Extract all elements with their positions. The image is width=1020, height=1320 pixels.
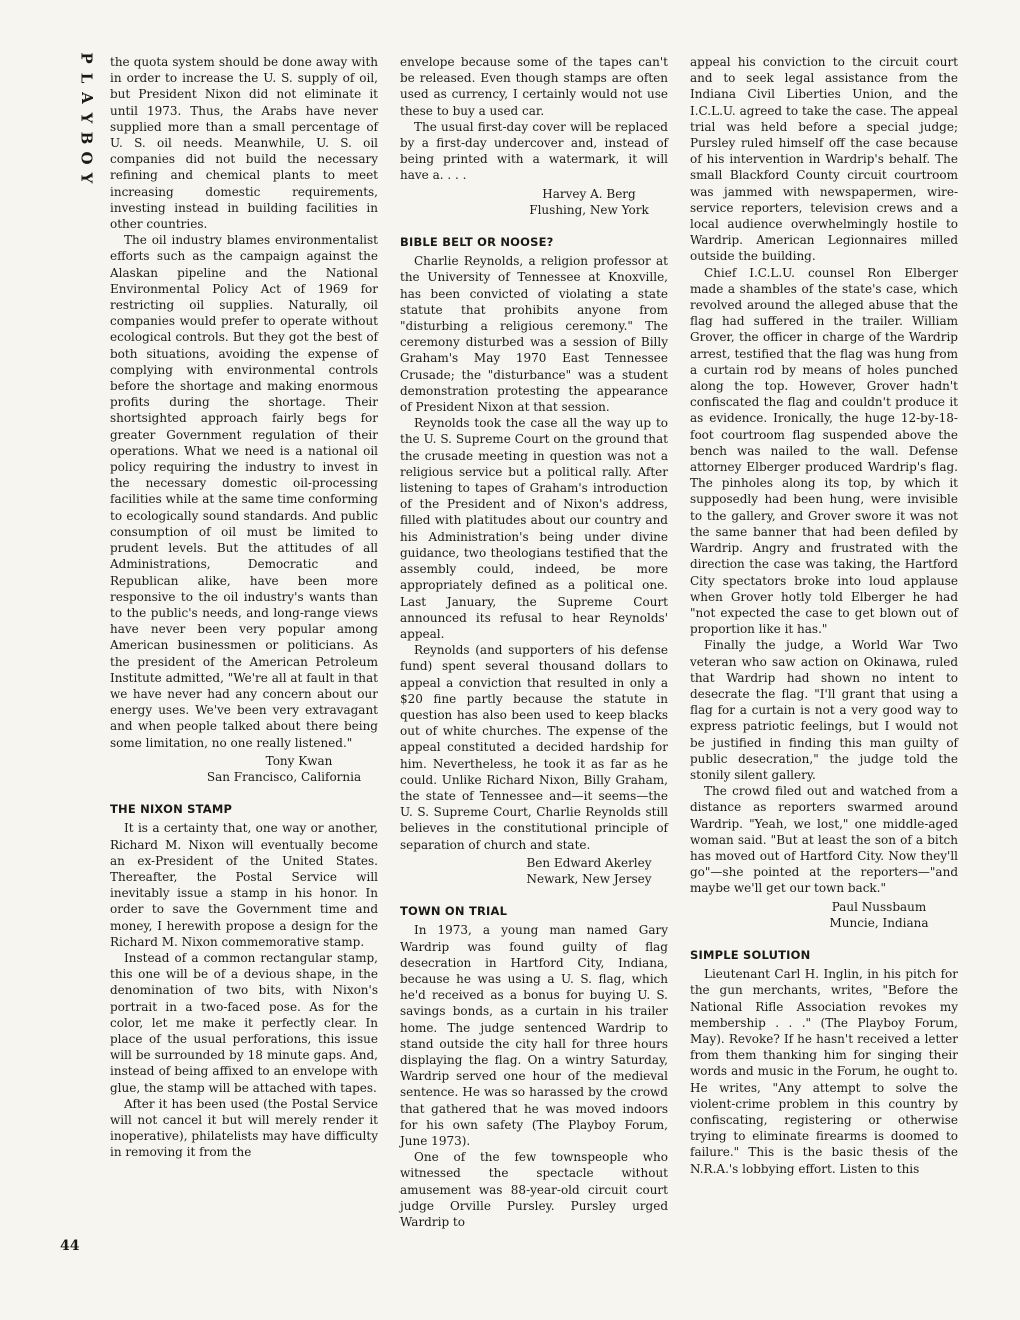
masthead-letter: B [77,131,96,145]
magazine-masthead [77,48,96,188]
signature-location: San Francisco, California [206,769,362,784]
letter-signature [400,855,668,887]
column-2 [400,54,668,1230]
letter-signature [110,753,378,785]
paragraph: The usual first-day cover will be replaced by a first-day undercover and, instead of being printed with a watermark, it will have a. . . . [400,119,668,183]
paragraph: Reynolds (and supporters of his defense fund) spent several thousand dollars to appeal a conviction that resulted in only a $20 fine partly because the statute in question has also been used to keep blacks out of white churches. The expense of the appeal constituted a decided hardship for him. Nevertheless, he took it as far as he could. Unlike Richard Nixon, Billy Graham, the state of Tennessee and—it seems—the U. S. Supreme Court, Charlie Reynolds still believes in the constitutional principle of separation of church and state. [400,643,668,852]
masthead-letter: A [77,92,96,104]
section-heading: TOWN ON TRIAL [400,904,508,919]
masthead-letter: Y [77,172,96,184]
signature-name: Ben Edward Akerley [526,855,652,870]
page-number: 44 [60,1238,80,1254]
paragraph: In 1973, a young man named Gary Wardrip was found guilty of flag desecration in Hartford City, Indiana, because he was using a U. S. flag, which he'd received as a bonus for buying U. S. savings bonds, as a curtain in his trailer home. The judge sentenced Wardrip to stand outside the city hall for three hours displaying the flag. On a wintry Saturday, Wardrip served one hour of the medieval sentence. He was so harassed by the crowd that gathered that he was moved indoors for his own safety (The Playboy Forum, June 1973). [400,923,668,1148]
paragraph: After it has been used (the Postal Service will not cancel it but will merely render it inoperative), philatelists may have difficulty in removing it from the [110,1096,378,1160]
paragraph: Reynolds took the case all the way up to the U. S. Supreme Court on the ground that the crusade meeting in question was not a religious service but a political rally. After listening to tapes of Graham's introduction of the President and of Nixon's address, filled with platitudes about our country and his Administration's being under divine guidance, two theologians testified that the assembly could, indeed, be more appropriately defined as a political one. Last January, the Supreme Court announced its refusal to hear Reynolds' appeal. [400,416,668,641]
paragraph: appeal his conviction to the circuit court and to seek legal assistance from the Indiana Civil Liberties Union, and the I.C.L.U. agreed to take the case. The appeal trial was held before a special judge; Pursley ruled himself off the case because of his intervention in Wardrip's behalf. The small Blackford County circuit courtroom was jammed with newspapermen, wire-service reporters, television crews and a local audience overwhelmingly hostile to Wardrip. American Legionnaires milled outside the building. [690,55,958,264]
paragraph: The crowd filed out and watched from a distance as reporters swarmed around Wardrip. "Yeah, we lost," one middle-aged woman said. "But at least the son of a bitch has moved out of Hartford City. Now they'll go"—she pointed at the reporters—"and maybe we'll get our town back." [690,784,958,896]
signature-name: Tony Kwan [265,753,333,768]
column-3 [690,54,958,1177]
section-heading: BIBLE BELT OR NOOSE? [400,235,554,250]
masthead-letter: L [77,72,96,84]
paragraph: Lieutenant Carl H. Inglin, in his pitch for the gun merchants, writes, "Before the National Rifle Association revokes my membership . . ." (The Playboy Forum, May). Revoke? If he hasn't received a letter from them thanking him for singing their words and music in the Forum, he ought to. He writes, "Any attempt to solve the violent-crime problem in this country by confiscating, registering or otherwise trying to eliminate firearms is doomed to failure." This is the basic thesis of the N.R.A.'s lobbying effort. Listen to this [690,967,958,1176]
letter-signature [690,899,958,931]
paragraph: One of the few townspeople who witnessed the spectacle without amusement was 88-year-old circuit court judge Orville Pursley. Pursley urged Wardrip to [400,1150,668,1230]
signature-location: Flushing, New York [529,202,649,217]
paragraph: Chief I.C.L.U. counsel Ron Elberger made a shambles of the state's case, which revolved around the alleged abuse that the flag had suffered in the trailer. William Grover, the officer in charge of the Wardrip arrest, testified that the flag was hung from a curtain rod by means of holes punched along the top. However, Grover hadn't confiscated the flag and couldn't produce it as evidence. Ironically, the huge 12-by-18-foot courtroom flag suspended above the bench was nailed to the wall. Defense attorney Elberger produced Wardrip's flag. The pinholes along its top, by which it supposedly had been hung, were invisible to the gallery, and Grover swore it was not the same banner that had been defiled by Wardrip. Angry and frustrated with the direction the case was taking, the Hartford City spectators broke into loud applause when Grover hotly told Elberger he had "not expected the case to get blown out of proportion like it has." [690,265,958,637]
signature-name: Paul Nussbaum [831,899,927,914]
letter-signature [400,186,668,218]
section-heading: SIMPLE SOLUTION [690,947,811,962]
masthead-letter: Y [77,112,96,124]
signature-location: Muncie, Indiana [829,915,929,930]
paragraph: Instead of a common rectangular stamp, this one will be of a devious shape, in the denomination of two bits, with Nixon's portrait in a two-faced pose. As for the color, let me make it perfectly clear. In place of the usual perforations, this issue will be surrounded by 18 minute gaps. And, instead of being affixed to an envelope with glue, the stamp will be attached with tapes. [110,950,378,1095]
masthead-letter: O [77,151,96,165]
paragraph: the quota system should be done away with in order to increase the U. S. supply of oil, but President Nixon did not eliminate it until 1973. Thus, the Arabs have never supplied more than a small percentage of U. S. oil needs. Meanwhile, U. S. oil companies did not build the necessary refining and chemical plants to meet increasing domestic requirements, investing instead in building facilities in other countries. [110,55,378,232]
paragraph: The oil industry blames environmentalist efforts such as the campaign against the Alaskan pipeline and the National Environmental Policy Act of 1969 for restricting oil supplies. Naturally, oil companies would prefer to operate without ecological controls. But they got the best of both situations, avoiding the expense of complying with environmental controls before the shortage and making enormous profits during the shortage. Their shortsighted approach fairly begs for greater Government regulation of their operations. What we need is a national oil policy requiring the industry to invest in the necessary domestic oil-processing facilities while at the same time conforming to ecologically sound standards. And public consumption of oil must be limited to prudent levels. But the attitudes of all Administrations, Democratic and Republican alike, have been more responsive to the oil industry's wants than to the public's needs, and long-range views have never been very popular among American businessmen or politicians. As the president of the American Petroleum Institute admitted, "We're all at fault in that we have never had any concern about our energy uses. We've been very extravagant and when people talked about there being some limitation, no one really listened." [110,233,378,750]
signature-name: Harvey A. Berg [542,186,636,201]
paragraph: It is a certainty that, one way or another, Richard M. Nixon will eventually become an ex-President of the United States. Thereafter, the Postal Service will inevitably issue a stamp in his honor. In order to save the Government time and money, I herewith propose a design for the Richard M. Nixon commemorative stamp. [110,821,378,949]
column-1 [110,54,378,1161]
paragraph: Finally the judge, a World War Two veteran who saw action on Okinawa, ruled that Wardrip had shown no intent to desecrate the flag. "I'll grant that using a flag for a curtain is not a very good way to express patriotic feelings, but I would not be justified in finding this man guilty of public desecration," the judge told the stonily silent gallery. [690,638,958,782]
signature-location: Newark, New Jersey [526,871,652,886]
paragraph: Charlie Reynolds, a religion professor at the University of Tennessee at Knoxville, has been convicted of violating a state statute that prohibits anyone from "disturbing a religious ceremony." The ceremony disturbed was a session of Billy Graham's May 1970 East Tennessee Crusade; the "disturbance" was a student demonstration protesting the appearance of President Nixon at that session. [400,254,668,415]
paragraph: envelope because some of the tapes can't be released. Even though stamps are often used as currency, I certainly would not use these to buy a used car. [400,55,668,118]
masthead-letter: P [77,52,96,64]
section-heading: THE NIXON STAMP [110,802,233,817]
